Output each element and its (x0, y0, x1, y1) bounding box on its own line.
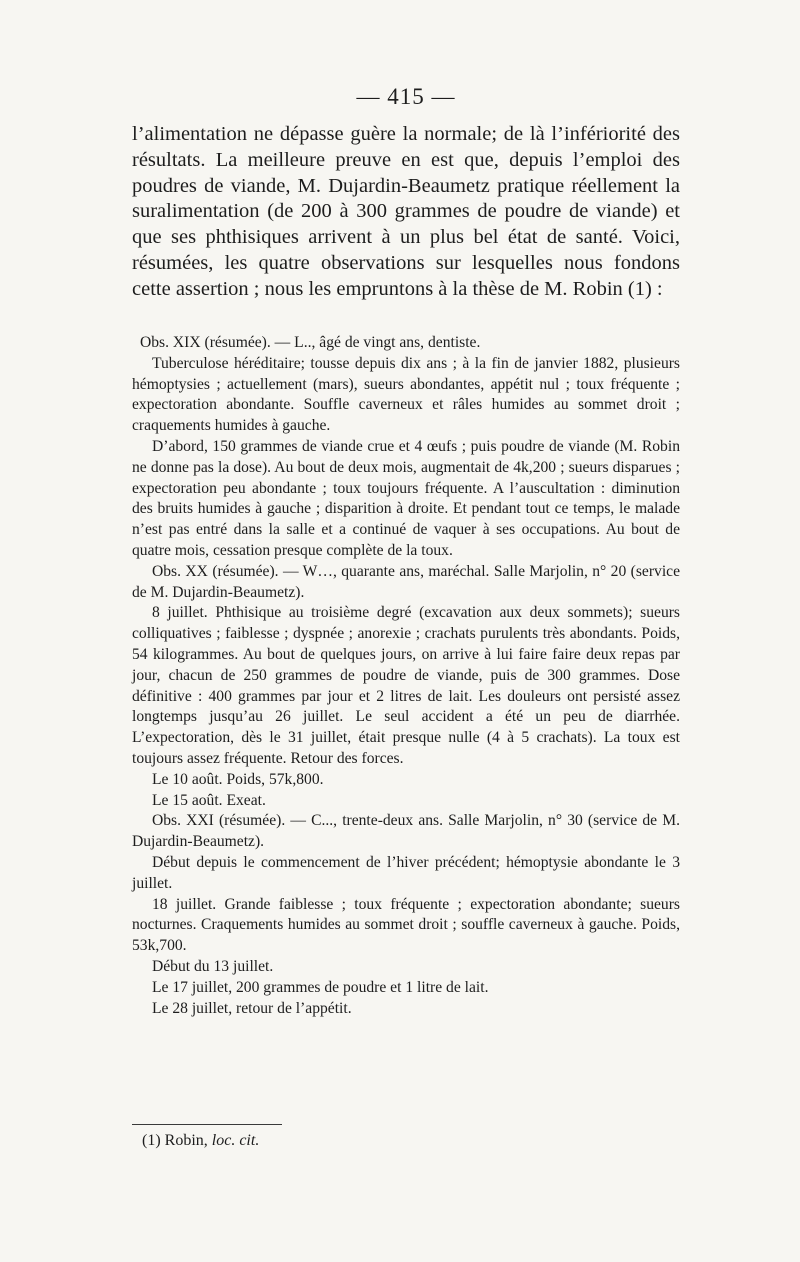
obs-21-paragraph-5: Le 28 juillet, retour de l’appétit. (152, 999, 352, 1017)
obs-19-paragraph-2: D’abord, 150 grammes de viande crue et 4 œufs ; puis poudre de viande (M. Robin ne donne pas la dose). Au bout de deux mois, augmentait de 4k,200 ; sueurs disparues ; expectoration peu abondante ; toux toujours fréquente. A l’auscultation : diminution des bruits humides à gauche ; disparition à droite. Et pendant tout ce temps, le malade n’est pas entré dans la salle et a continué de vaquer à ses occupations. Au bout de quatre mois, cessation presque complète de la toux. (132, 437, 680, 559)
observations-block (132, 333, 680, 1019)
obs-21-heading: Obs. XXI (résumée). — C..., trente-deux ans. Salle Marjolin, n° 30 (service de M. Dujardin-Beaumetz). (132, 812, 680, 851)
obs-20-paragraph-1: 8 juillet. Phthisique au troisième degré (excavation aux deux sommets); sueurs colliquatives ; faiblesse ; dyspnée ; anorexie ; crachats purulents très abondants. Poids, 54 kilogrammes. Au bout de quelques jours, on arrive à lui faire faire deux repas par jour, chacun de 250 grammes de poudre de viande, puis de 300 grammes. Dose définitive : 400 grammes par jour et 2 litres de lait. Les douleurs ont persisté assez longtemps jusqu’au 26 juillet. Le seul accident a été un peu de diarrhée. L’expectoration, dès le 31 juillet, était presque nulle (4 à 5 crachats). La toux est toujours assez fréquente. Retour des forces. (132, 604, 680, 767)
page-number: — 415 — (356, 84, 456, 109)
obs-19-heading: Obs. XIX (résumée). — L.., âgé de vingt ans, dentiste. (140, 334, 481, 351)
obs-19-paragraph-1: Tuberculose héréditaire; tousse depuis dix ans ; à la fin de janvier 1882, plusieurs hémoptysies ; actuellement (mars), sueurs abondantes, appétit nul ; toux fréquente ; expectoration abondante. Souffle caverneux et râles humides au sommet droit ; craquements humides à gauche. (132, 354, 680, 435)
footnote (142, 1131, 259, 1151)
obs-21-paragraph-3: Début du 13 juillet. (152, 957, 274, 975)
footnote-marker: (1) Robin, (142, 1132, 208, 1149)
obs-20-paragraph-2: Le 10 août. Poids, 57k,800. (152, 770, 324, 788)
intro-paragraph-block (132, 122, 680, 303)
obs-20-paragraph-3: Le 15 août. Exeat. (152, 791, 266, 809)
footnote-reference: loc. cit. (211, 1132, 260, 1149)
footnote-divider (132, 1124, 282, 1125)
obs-20-heading: Obs. XX (résumée). — W…, quarante ans, maréchal. Salle Marjolin, n° 20 (service de M. Dujardin-Beaumetz). (132, 562, 680, 601)
obs-21-paragraph-1: Début depuis le commencement de l’hiver précédent; hémoptysie abondante le 3 juillet. (132, 853, 680, 892)
intro-paragraph: l’alimentation ne dépasse guère la normale; de là l’infériorité des résultats. La meilleure preuve en est que, depuis l’emploi des poudres de viande, M. Dujardin-Beaumetz pratique réellement la suralimentation (de 200 à 300 grammes de poudre de viande) et que ses phthisiques arrivent à un plus bel état de santé. Voici, résumées, les quatre observations sur lesquelles nous fondons cette assertion ; nous les empruntons à la thèse de M. Robin (1) : (132, 123, 680, 300)
obs-21-paragraph-4: Le 17 juillet, 200 grammes de poudre et 1 litre de lait. (152, 978, 489, 996)
obs-21-paragraph-2: 18 juillet. Grande faiblesse ; toux fréquente ; expectoration abondante; sueurs nocturnes. Craquements humides au sommet droit ; souffle caverneux à gauche. Poids, 53k,700. (132, 895, 680, 955)
